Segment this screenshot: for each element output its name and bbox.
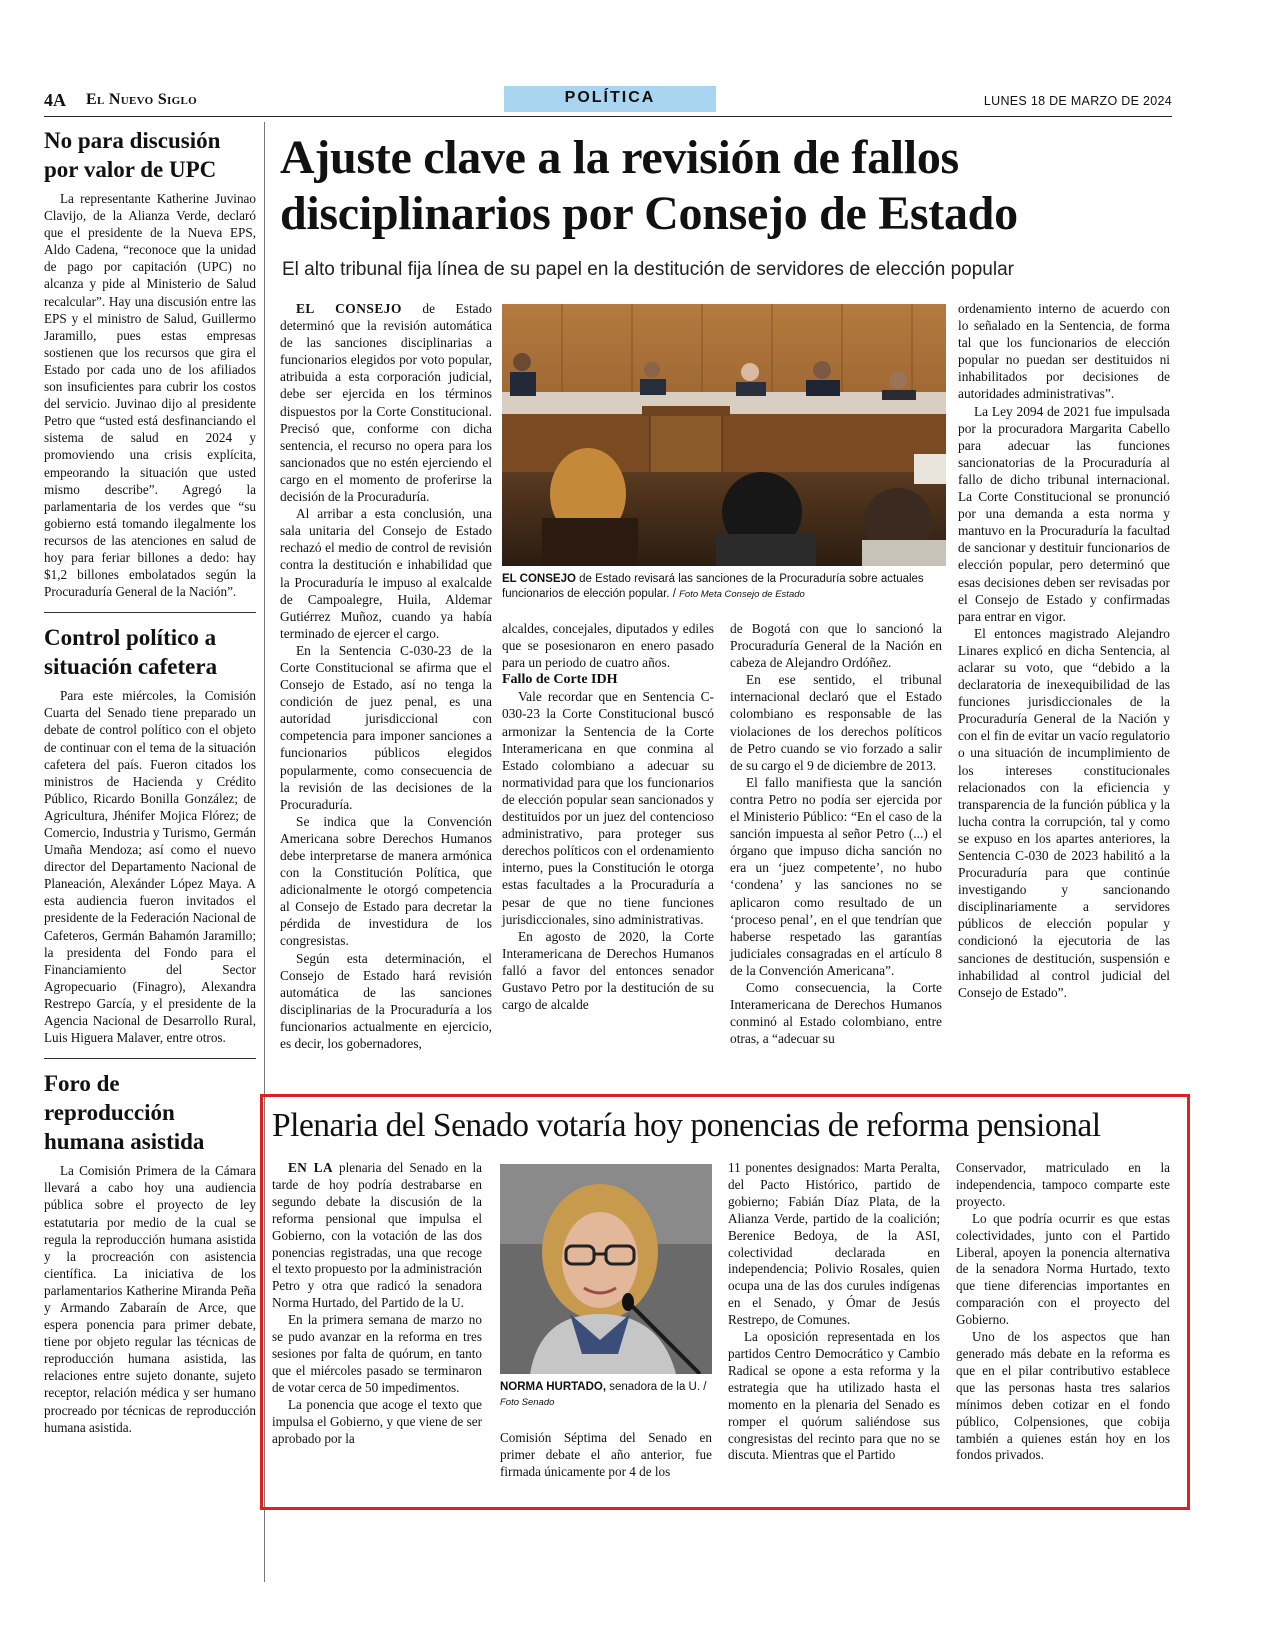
box-photo-caption: NORMA HURTADO, senadora de la U. / Foto Senado	[500, 1381, 707, 1408]
sidebar-text-2: Para este miércoles, la Comisión Cuarta del Senado tiene preparado un debate de control político con el objeto de continuar con el tema de la situación cafetera del país. Fueron citados los ministros de Hacienda y Crédito Público, Ricardo Bonilla González; de Agricultura, Jhénifer Mojica Flórez; de Comercio, Industria y Turismo, Germán Umaña Mendoza; así como el nuevo director del Departamento Nacional de Planeación, Alexánder López Maya. A esta audiencia fueron invitados el presidente de la Federación Nacional de Cafeteros, Germán Bahamón Jaramillo; la presidenta del Fondo para el Financiamiento del Sector Agropecuario (Finagro), Alexandra Restrepo García, y el presidente de la Agencia Nacional de Desarrollo Rural, Luis Higuera Malaver, entre otros.	[44, 688, 256, 1046]
main-photo-caption: EL CONSEJO de Estado revisará las sanciones de la Procuraduría sobre actuales funcionarios de elección popular. / Foto Meta Consejo de Estado	[502, 573, 924, 600]
sidebar-title-2: Control político a situación cafetera	[44, 625, 218, 680]
main-col-2: alcaldes, concejales, diputados y ediles que se posesionaron en enero pasado para un periodo de cuatro años. Fallo de Corte IDH Vale recordar que en Sentencia C-030-23 la Corte Constitucional buscó armonizar la Sentencia de la Corte Interamericana en que conmina al Estado colombiano a adecuar su normatividad para que los funcionarios de elección popular sean sancionados y destituidos por un juez del contencioso administrativo, para proteger sus derechos políticos con el ordenamiento interno, pues la Constitución le otorga estas facultades a la Procuraduría a pesar de que no tiene funciones jurisdiccionales, sino administrativas. En agosto de 2020, la Corte Interamericana de Derechos Humanos falló a favor del entonces senador Gustavo Petro por la destitución de su cargo de alcalde	[502, 621, 714, 1013]
main-subhead: Fallo de Corte IDH	[502, 672, 618, 688]
box-col-2: Comisión Séptima del Senado en primer debate el año anterior, fue firmada únicamente por 4 de los	[500, 1430, 712, 1479]
sidebar-title-1: No para discusión por valor de UPC	[44, 128, 221, 182]
sidebar-title-3: Foro de reproducción humana asistida	[44, 1071, 205, 1155]
box-headline: Plenaria del Senado votaría hoy ponencias de reforma pensional	[272, 1107, 1101, 1144]
section-label: POLÍTICA	[564, 89, 656, 106]
masthead: El Nuevo Siglo	[86, 91, 197, 108]
sidebar-divider	[44, 612, 256, 613]
section-banner	[504, 86, 716, 112]
sidebar-text-1: La representante Katherine Juvinao Clavijo, de la Alianza Verde, declaró que el presidente de la Nueva EPS, Aldo Cadena, “reconoce que la unidad de pago por capitación (UPC) no alcanza y pide al Ministerio de Salud recalcular”. Hay una discusión entre las EPS y el ministro de Salud, Guillermo Jaramillo, pues estas empresas sostienen que los recursos que gira el Estado por cada uno de los afiliados son insuficientes para cubrir los costos del servicio. Juvinao dijo al presidente Petro que “usted está desfinanciando el sistema de salud en 2024 y promoviendo una crisis explícita, empeorando la situación que usted mismo describe”. Agregó la parlamentaria de los verdes que “su gobierno está tomando ilegalmente los recursos de las atenciones en salud de hoy para feriar billones a dedo: hay $1,2 billones embolatados según la Procuraduría General de la Nación”.	[44, 191, 256, 600]
main-headline: Ajuste clave a la revisión de fallos disciplinarios por Consejo de Estado	[280, 131, 1018, 240]
box-col-3: 11 ponentes designados: Marta Peralta, del Pacto Histórico, partido de gobierno; Fabián Díaz Plata, de la Alianza Verde, partido de la coalición; Berenice Bedoya, de la ASI, colectividad declarada en independencia; Polivio Rosales, quien ocupa una de las dos curules indígenas en el Senado, y Ómar de Jesús Restrepo, de Comunes. La oposición representada en los partidos Centro Democrático y Cambio Radical se opone a esta reforma y la estrategia que ha utilizado hasta el momento en la plenaria del Senado es romper el quórum saliéndose sus congresistas del recinto para que no se discuta. Mientras que el Partido	[728, 1160, 940, 1463]
box-col-1: EN LA plenaria del Senado en la tarde de hoy podría destrabarse en segundo debate la discusión de la reforma pensional que impulsa el Gobierno, con la votación de las dos ponencias registradas, una que recoge el texto propuesto por la administración Petro y otra que radicó la senadora Norma Hurtado, del Partido de la U. En la primera semana de marzo no se pudo avanzar en la reforma en tres sesiones por falta de quórum, en tanto que el miércoles pasado se terminaron de votar cerca de 50 impedimentos. La ponencia que acoge el texto que impulsa el Gobierno, y que viene de ser aprobado por la	[272, 1160, 483, 1446]
page-number: 4A	[44, 90, 66, 110]
main-deck: El alto tribunal fija línea de su papel en la destitución de servidores de elección popular	[282, 259, 1014, 280]
box-col-4: Conservador, matriculado en la independencia, tampoco comparte este proyecto. Lo que podría ocurrir es que estas colectividades, junto con el Partido Liberal, apoyen la ponencia alternativa de la senadora Norma Hurtado, texto que tiene diferencias importantes en comparación con el proyecto del Gobierno. Uno de los aspectos que han generado más debate en la reforma es que en el pilar contributivo establece que las personas hasta tres salarios mínimos deben cotizar en el fondo público, Colpensiones, que cobija también a quienes están hoy en los fondos privados.	[956, 1160, 1170, 1463]
sidebar-text-3: La Comisión Primera de la Cámara llevará a cabo hoy una audiencia pública sobre el proyecto de ley estatutaria por medio de la cual se regula la reproducción humana asistida y la procreación con asistencia científica. La iniciativa de los parlamentarios Katherine Miranda Peña y Armando Zabaraín de Arce, que espera ponencia para primer debate, tiene por objeto regular las técnicas de reproducción humana asistida, las relaciones entre sujeto donante, sujeto receptor, relación médica y ser humano procreado por técnicas de reproducción humana asistida.	[44, 1163, 256, 1435]
issue-date: LUNES 18 DE MARZO DE 2024	[983, 94, 1172, 108]
courtroom-photo	[502, 304, 946, 566]
main-col-4: ordenamiento interno de acuerdo con lo señalado en la Sentencia, de forma tal que los funcionarios de elección popular no puedan ser destituidos ni inhabilitados por decisiones de autoridades administrativas”. La Ley 2094 de 2021 fue impulsada por la procuradora Margarita Cabello para adecuar las funciones sancionatorias de la Procuraduría al fallo de dicho tribunal internacional. La Corte Constitucional se pronunció por una demanda a esta norma y mantuvo en la Procuraduría la facultad de sancionar y destituir funcionarios de elección popular, pero determinó que esas decisiones deben ser revisadas por el Consejo de Estado y confirmadas para entrar en vigor. El entonces magistrado Alejandro Linares explicó en dicha Sentencia, al aclarar su voto, que “debido a la declaratoria de inexequibilidad de las funciones jurisdiccionales de la Procuraduría General de la Nación y con el fin de evitar un vacío regulatorio o una situación de incumplimiento de los intereses constitucionales relacionados con la eficiencia y transparencia de la función pública y la lucha contra la corrupción, tal y como se expuso en los apartes anteriores, la Sentencia C-030 de 2023 habilitó a la Procuraduría para que continúe investigando y sancionando disciplinariamente a servidores públicos de elección popular y condicionó la ejecutoria de las sanciones de destitución, suspensión e inhabilidad al control judicial del Consejo de Estado”.	[958, 301, 1170, 1000]
norma-hurtado-photo	[500, 1164, 712, 1374]
main-col-1: EL CONSEJO de Estado determinó que la revisión automática de las sanciones disciplinarias a funcionarios elegidos por voto popular, atribuida a esta corporación judicial, debe ser ejercida en los términos dispuestos por la Corte Constitucional. Precisó que, conforme con dicha sentencia, el recurso no opera para los sancionados que no estén ejerciendo el cargo en el momento de proferirse la decisión de la Procuraduría. Al arribar a esta conclusión, una sala unitaria del Consejo de Estado rechazó el medio de control de revisión contra la destitución e inhabilidad que la Procuraduría le impuso al exalcalde de Campoalegre, Huila, Aldemar Gutiérrez Muñoz, cuando ya había terminado de ejercer el cargo. En la Sentencia C-030-23 de la Corte Constitucional se afirma que el Consejo de Estado, así no tenga la condición de juez penal, es una autoridad jurisdiccional con competencia para imponer sanciones a funcionarios públicos elegidos popularmente, como consecuencia de la revisión de las decisiones de la Procuraduría. Se indica que la Convención Americana sobre Derechos Humanos debe interpretarse de manera armónica con la Constitución Política, que adicionalmente le otorgó competencia al Consejo de Estado para decretar la pérdida de investidura de los congresistas. Según esta determinación, el Consejo de Estado hará revisión automática de las sanciones disciplinarias de la Procuraduría a los funcionarios actualmente en ejercicio, es decir, los gobernadores,	[280, 301, 492, 1052]
main-col-3: de Bogotá con que lo sancionó la Procuraduría General de la Nación en cabeza de Alejandro Ordóñez. En ese sentido, el tribunal internacional declaró que el Estado colombiano es responsable de las violaciones de los derechos políticos de Petro cuando se vio forzado a salir de su cargo el 9 de diciembre de 2013. El fallo manifiesta que la sanción contra Petro no podía ser ejercida por el Ministerio Público: “En el caso de la sanción impuesta al señor Petro (...) el órgano que impuso dicha sanción no era un ‘juez competente’, no hubo ‘condena’ y las sanciones no se aplicaron como resultado de un ‘proceso penal’, en el que tendrían que haberse respetado las garantías judiciales consagradas en el artículo 8 de la Convención Americana”. Como consecuencia, la Corte Interamericana de Derechos Humanos conminó al Estado colombiano, entre otras, a “adecuar su	[730, 621, 942, 1047]
sidebar-divider	[44, 1058, 256, 1059]
portrait-photo	[500, 1164, 712, 1374]
main-col-1-first: EL CONSEJO de Estado determinó que la revisión automática de las sanciones disciplinarias a funcionarios elegidos por voto popular, atribuida a esta corporación judicial, debe ser ejercida en los términos dispuestos por la Corte Constitucional. Precisó que, conforme con dicha sentencia, el recurso no opera para los sancionados que no estén ejerciendo el cargo en el momento de proferirse la decisión de la Procuraduría.	[280, 301, 492, 505]
consejo-estado-photo	[502, 304, 946, 566]
sidebar	[44, 126, 256, 1436]
header-rule	[44, 116, 1172, 117]
